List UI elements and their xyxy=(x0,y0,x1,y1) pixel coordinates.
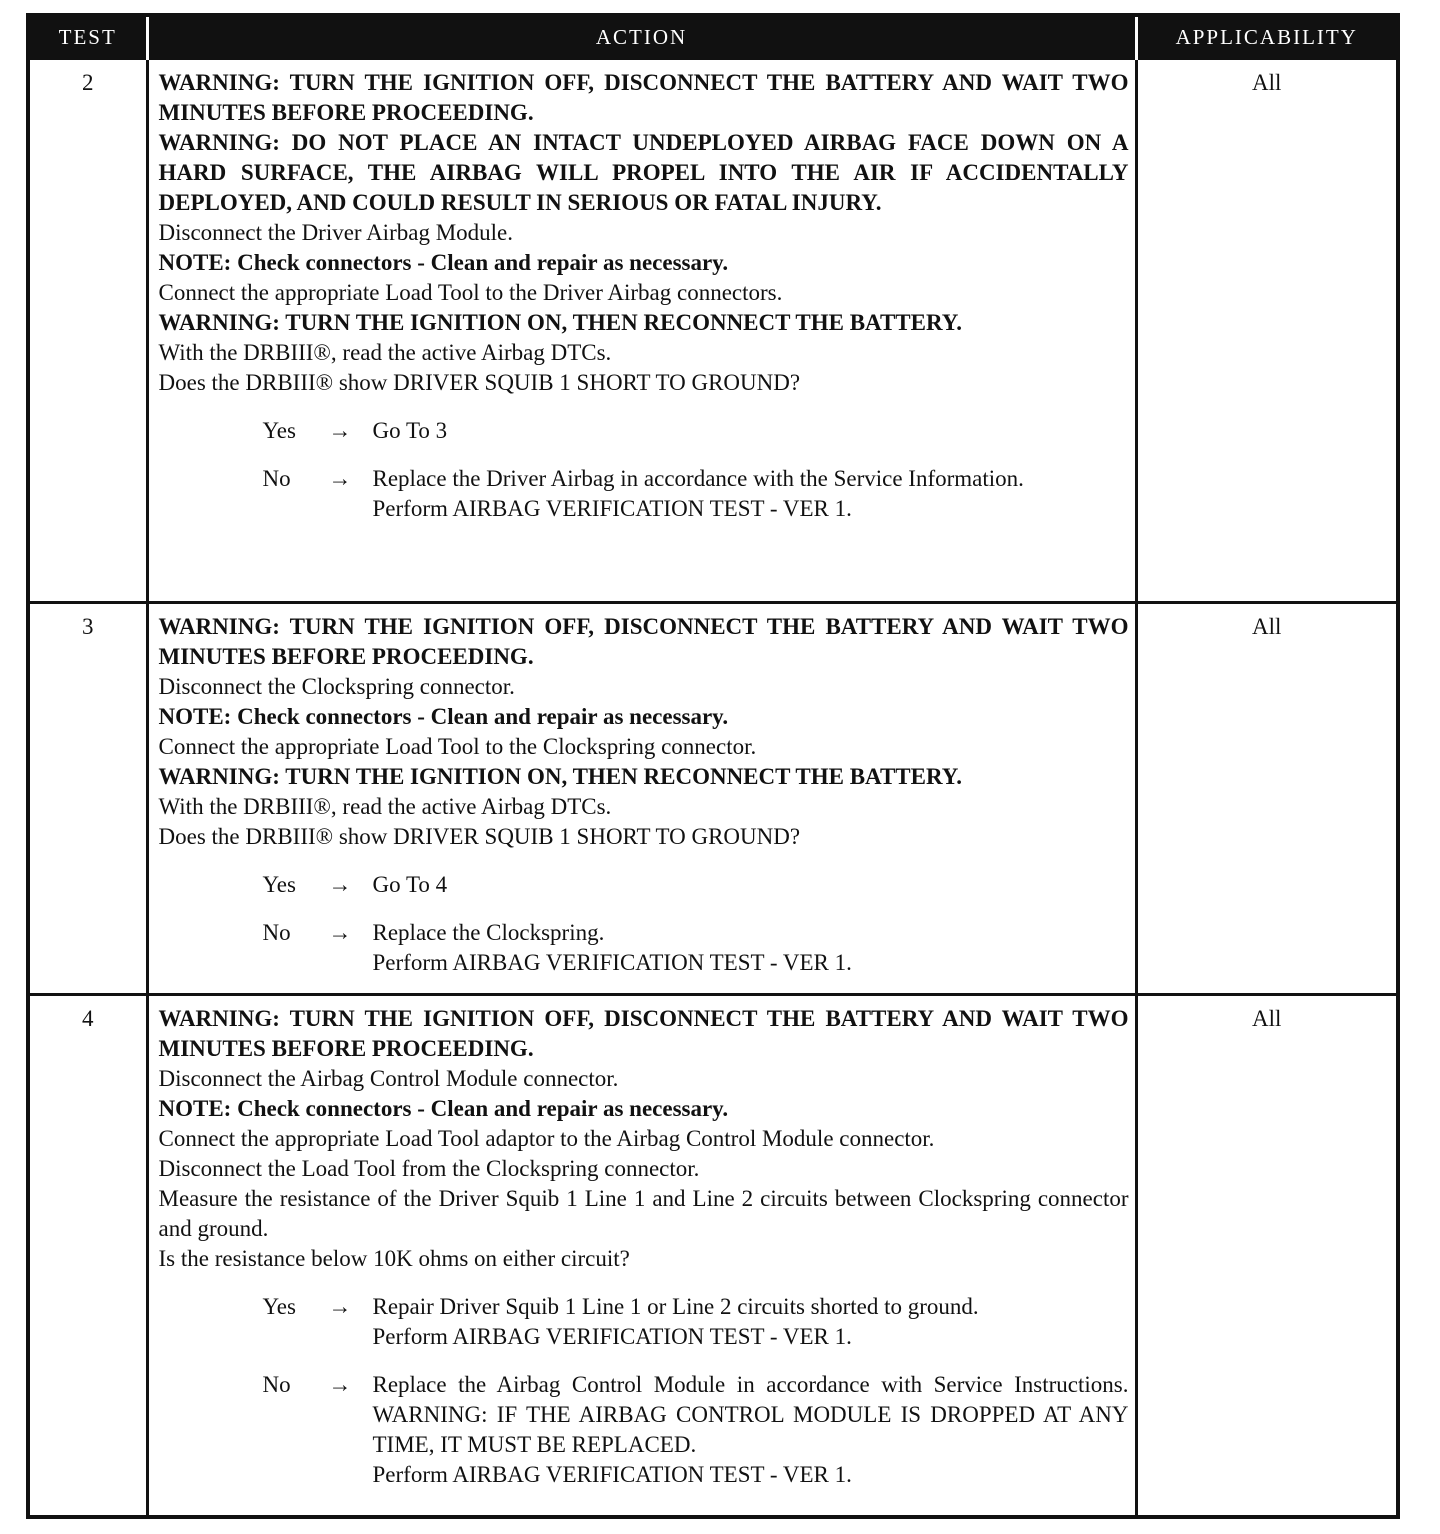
arrow-right-icon: → xyxy=(328,920,352,945)
test-number: 2 xyxy=(28,59,147,603)
applicability-value: All xyxy=(1136,59,1398,603)
test-number: 3 xyxy=(28,603,147,995)
instruction-text: Does the DRBIII® show DRIVER SQUIB 1 SHORT TO GROUND? xyxy=(158,824,801,849)
result-line: Perform AIRBAG VERIFICATION TEST - VER 1. xyxy=(372,1462,852,1487)
arrow-right-icon: → xyxy=(328,418,352,443)
instruction-text: Does the DRBIII® show DRIVER SQUIB 1 SHORT TO GROUND? xyxy=(158,370,801,395)
branch-no xyxy=(159,918,1129,978)
instruction-text: Connect the appropriate Load Tool adaptor to the Airbag Control Module connector. xyxy=(158,1126,935,1151)
arrow-right-icon: → xyxy=(328,1294,352,1319)
branch-result xyxy=(373,918,1129,978)
arrow-right-icon: → xyxy=(328,1372,352,1397)
instruction-text: Connect the appropriate Load Tool to the Driver Airbag connectors. xyxy=(158,280,783,305)
branch-result xyxy=(373,1292,1129,1352)
warning-text: WARNING: DO NOT PLACE AN INTACT UNDEPLOYED AIRBAG FACE DOWN ON A HARD SURFACE, THE AIRBAG WILL PROPEL INTO THE AIR IF ACCIDENTALLY DEPLOYED, AND COULD RESULT IN SERIOUS OR FATAL INJURY. xyxy=(158,130,1129,215)
column-header-applicability: APPLICABILITY xyxy=(1136,15,1398,59)
instruction-text: Measure the resistance of the Driver Squib 1 Line 1 and Line 2 circuits between Clockspring connector and ground. xyxy=(158,1186,1129,1241)
table-row xyxy=(28,603,1398,995)
action-cell xyxy=(147,995,1136,1517)
warning-text: WARNING: TURN THE IGNITION OFF, DISCONNECT THE BATTERY AND WAIT TWO MINUTES BEFORE PROCEEDING. xyxy=(158,70,1129,125)
branch-no xyxy=(159,464,1129,524)
warning-text: WARNING: TURN THE IGNITION ON, THEN RECONNECT THE BATTERY. xyxy=(158,764,963,789)
branch-answer: No xyxy=(262,920,291,945)
branch-result xyxy=(373,870,1129,900)
result-line: Perform AIRBAG VERIFICATION TEST - VER 1. xyxy=(372,1324,852,1349)
result-line: Go To 4 xyxy=(372,872,448,897)
table-header xyxy=(28,15,1398,59)
branch-answer: Yes xyxy=(262,872,296,897)
test-number: 4 xyxy=(28,995,147,1517)
column-header-action: ACTION xyxy=(147,15,1136,59)
table-body xyxy=(28,59,1398,1517)
warning-text: NOTE: Check connectors - Clean and repair as necessary. xyxy=(158,1096,729,1121)
instruction-text: Disconnect the Clockspring connector. xyxy=(158,674,515,699)
warning-text: WARNING: TURN THE IGNITION OFF, DISCONNECT THE BATTERY AND WAIT TWO MINUTES BEFORE PROCEEDING. xyxy=(158,1006,1129,1061)
result-line: Repair Driver Squib 1 Line 1 or Line 2 circuits shorted to ground. xyxy=(372,1294,979,1319)
column-header-test: TEST xyxy=(28,15,147,59)
result-line: Perform AIRBAG VERIFICATION TEST - VER 1. xyxy=(372,496,852,521)
action-cell xyxy=(147,603,1136,995)
instruction-text: Connect the appropriate Load Tool to the Clockspring connector. xyxy=(158,734,757,759)
result-line: Replace the Driver Airbag in accordance with the Service Information. xyxy=(372,466,1024,491)
branch-yes xyxy=(159,416,1129,446)
branch-yes xyxy=(159,1292,1129,1352)
instruction-text: With the DRBIII®, read the active Airbag DTCs. xyxy=(158,340,612,365)
warning-text: NOTE: Check connectors - Clean and repair as necessary. xyxy=(158,704,729,729)
instruction-text: Disconnect the Airbag Control Module connector. xyxy=(158,1066,619,1091)
result-line: Perform AIRBAG VERIFICATION TEST - VER 1. xyxy=(372,950,852,975)
instruction-text: Is the resistance below 10K ohms on either circuit? xyxy=(158,1246,630,1271)
arrow-right-icon: → xyxy=(328,466,352,491)
result-line: Go To 3 xyxy=(372,418,448,443)
table-row xyxy=(28,995,1398,1517)
instruction-text: Disconnect the Load Tool from the Clockspring connector. xyxy=(158,1156,700,1181)
branch-no xyxy=(159,1370,1129,1490)
applicability-value: All xyxy=(1136,603,1398,995)
branch-yes xyxy=(159,870,1129,900)
diagnostic-test-table xyxy=(26,13,1400,1519)
warning-text: NOTE: Check connectors - Clean and repair as necessary. xyxy=(158,250,729,275)
warning-text: WARNING: TURN THE IGNITION OFF, DISCONNECT THE BATTERY AND WAIT TWO MINUTES BEFORE PROCEEDING. xyxy=(158,614,1129,669)
applicability-value: All xyxy=(1136,995,1398,1517)
branch-result xyxy=(373,464,1129,524)
warning-text: WARNING: TURN THE IGNITION ON, THEN RECONNECT THE BATTERY. xyxy=(158,310,963,335)
result-line: Replace the Clockspring. xyxy=(372,920,605,945)
table-row xyxy=(28,59,1398,603)
branch-answer: No xyxy=(262,1372,291,1397)
branch-answer: No xyxy=(262,466,291,491)
instruction-text: Disconnect the Driver Airbag Module. xyxy=(158,220,513,245)
action-cell xyxy=(147,59,1136,603)
instruction-text: With the DRBIII®, read the active Airbag DTCs. xyxy=(158,794,612,819)
branch-result xyxy=(373,416,1129,446)
branch-answer: Yes xyxy=(262,1294,296,1319)
branch-answer: Yes xyxy=(262,418,296,443)
branch-result xyxy=(373,1370,1129,1490)
arrow-right-icon: → xyxy=(328,872,352,897)
result-line: Replace the Airbag Control Module in accordance with Service Instructions. WARNING: IF THE AIRBAG CONTROL MODULE IS DROPPED AT ANY TIME, IT MUST BE REPLACED. xyxy=(372,1372,1129,1457)
